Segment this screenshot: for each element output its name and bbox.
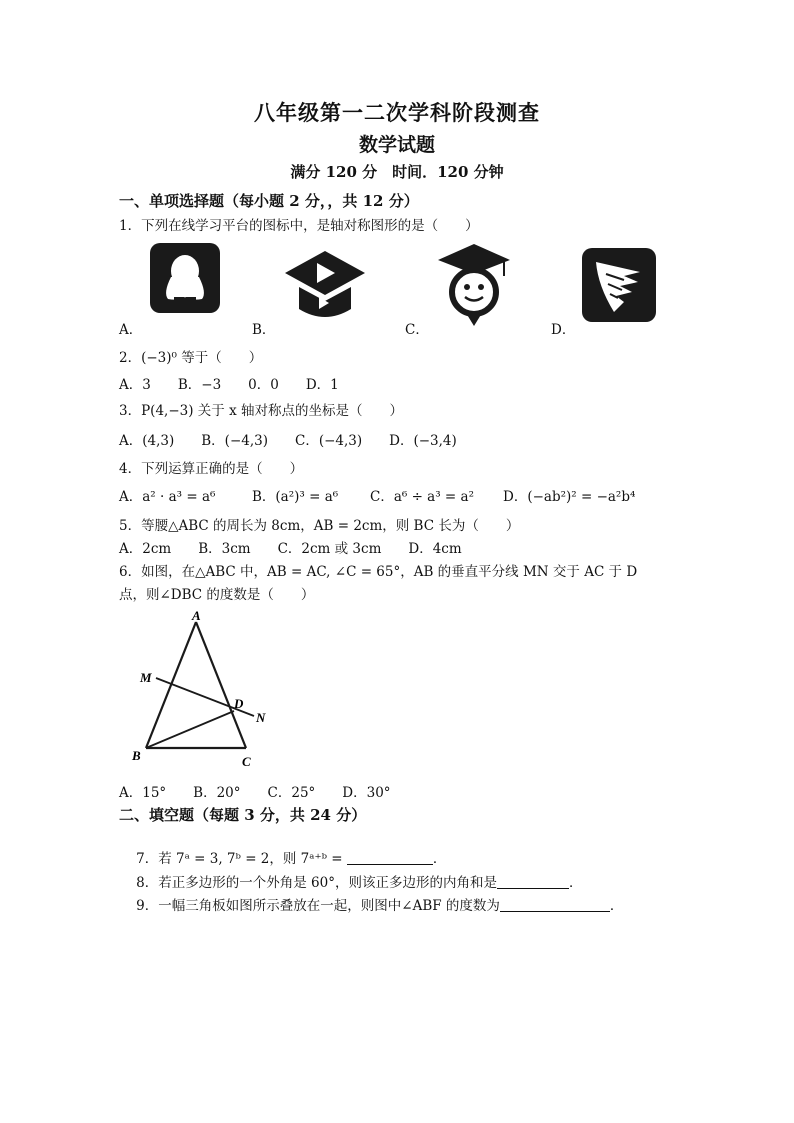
wing-icon	[580, 246, 658, 324]
q9-answer-blank[interactable]	[500, 897, 610, 912]
q4-stem: 4．下列运算正确的是（ ）	[119, 461, 304, 477]
q8-suffix: ．	[568, 875, 583, 891]
q4-option-a: A．a² · a³ = a⁶	[119, 489, 216, 505]
exam-info: 满分 120 分 时间．120 分钟	[290, 163, 504, 181]
section1-heading: 一、单项选择题（每小题 2 分，，共 12 分）	[119, 192, 419, 210]
q2-options: A．3 B．−3 0．0 D．1	[119, 377, 339, 393]
label-a: A	[192, 608, 201, 623]
label-d: D	[234, 696, 244, 711]
q4-option-d: D．(−ab²)² = −a²b⁴	[503, 489, 636, 505]
label-b: B	[132, 748, 141, 763]
penguin-icon	[148, 241, 222, 315]
q5-stem: 5．等腰△ABC 的周长为 8cm，AB = 2cm，则 BC 长为（ ）	[119, 518, 520, 534]
section2-heading: 二、填空题（每题 3 分，共 24 分）	[119, 806, 367, 824]
q9-line	[119, 878, 623, 930]
q4-option-c: C．a⁶ ÷ a³ = a²	[370, 489, 474, 505]
q6-options: A．15° B．20° C．25° D．30°	[119, 785, 391, 801]
q6-stem-line2: 点，则∠DBC 的度数是（ ）	[119, 587, 315, 603]
q4-option-b: B．(a²)³ = a⁶	[252, 489, 339, 505]
q3-options: A．(4,3) B．(−4,3) C．(−4,3) D．(−3,4)	[119, 433, 457, 449]
q9-text: 9．一幅三角板如图所示叠放在一起，则图中∠ABF 的度数为	[136, 898, 500, 914]
q7-suffix: ．	[432, 851, 447, 867]
q8-text: 8．若正多边形的一个外角是 60°，则该正多边形的内角和是	[136, 875, 497, 891]
exam-title: 八年级第一二次学科阶段测查	[254, 100, 540, 125]
label-m: M	[140, 670, 152, 685]
side-ab	[146, 622, 196, 748]
smiley-cap-icon	[434, 240, 514, 330]
q1-stem: 1．下列在线学习平台的图标中，是轴对称图形的是（ ）	[119, 218, 479, 234]
play-cap-icon	[281, 247, 369, 327]
q5-options: A．2cm B．3cm C．2cm 或 3cm D．4cm	[119, 541, 462, 557]
q3-stem: 3．P(4,−3) 关于 x 轴对称点的坐标是（ ）	[119, 403, 403, 419]
label-n: N	[256, 710, 266, 725]
q7-text: 7．若 7ᵃ = 3, 7ᵇ = 2，则 7ᵃ⁺ᵇ =	[136, 851, 347, 867]
side-ac	[196, 622, 246, 748]
q9-suffix: ．	[609, 898, 624, 914]
q1-option-a-label: A．	[119, 322, 143, 338]
q2-stem: 2．(−3)⁰ 等于（ ）	[119, 350, 263, 366]
q1-option-b-label: B．	[252, 322, 276, 338]
triangle-figure	[126, 608, 286, 773]
q1-option-c-label: C．	[405, 322, 429, 338]
exam-subtitle: 数学试题	[358, 134, 435, 156]
label-c: C	[242, 754, 251, 769]
q6-stem-line1: 6．如图，在△ABC 中，AB = AC, ∠C = 65°，AB 的垂直平分线 MN 交于 AC 于 D	[119, 564, 638, 580]
q1-option-d-label: D．	[551, 322, 576, 338]
